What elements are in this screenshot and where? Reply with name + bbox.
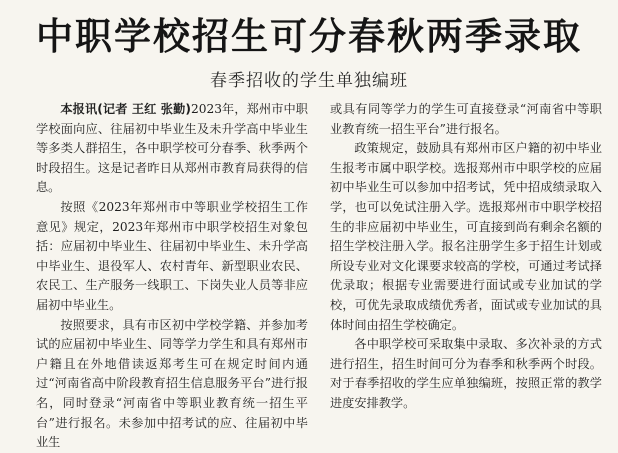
paragraph: 本报讯(记者 王红 张勤)2023年，郑州市中职学校面向应、往届初中毕业生及未升学高中毕业生等多类人群招生，各中职学校可分春季、秋季两个时段招生。这是记者昨日从郑州市教育局获得的信息。 xyxy=(36,102,308,195)
paragraph: 政策规定，鼓励具有郑州市区户籍的初中毕业生报考市属中职学校。选报郑州市中职学校的应届初中毕业生可以参加中招考试，凭中招成绩录取入学，也可以免试注册入学。选报郑州市中职学校招生的非应届初中毕业生，可直接到尚有剩余名额的招生学校注册入学。报名注册学生多于招生计划或所设专业对文化课要求较高的学校，可通过考试择优录取；根据专业需要进行面试或专业加试的学校，可优先录取成绩优秀者，面试或专业加试的具体时间由招生学校确定。 xyxy=(330,141,602,332)
paragraph: 按照要求，具有市区初中学校学籍、并参加考试的应届初中毕业生、同等学力学生和具有郑州市户籍且在外地借读返郑考生可在规定时间内通过“河南省高中阶段教育招生信息服务平台”进行报名，同时登录“河南省中等职业教育统一招生平台”进行报名。未参加中招考试的应、往届初中毕业生 xyxy=(36,317,308,450)
byline: 本报讯(记者 王红 张勤) xyxy=(60,102,191,116)
article-body xyxy=(36,100,602,450)
paragraph: 按照《2023年郑州市中等职业学校招生工作意见》规定，2023年郑州市中职学校招生对象包括：应届初中毕业生、往届初中毕业生、未升学高中毕业生、退役军人、农村青年、新型职业农民、农民工、生产服务一线职工、下岗失业人员等非应届初中毕业生。 xyxy=(36,199,308,312)
left-column xyxy=(36,100,308,450)
headline: 中职学校招生可分春秋两季录取 xyxy=(36,15,582,58)
paragraph-continuation: 或具有同等学力的学生可直接登录“河南省中等职业教育统一招生平台”进行报名。 xyxy=(330,102,602,136)
paragraph: 各中职学校可采取集中录取、多次补录的方式进行招生，招生时间可分为春季和秋季两个时段。对于春季招收的学生应单独编班，按照正常的教学进度安排教学。 xyxy=(330,337,602,410)
right-column xyxy=(330,100,602,440)
subheadline: 春季招收的学生单独编班 xyxy=(210,71,408,91)
